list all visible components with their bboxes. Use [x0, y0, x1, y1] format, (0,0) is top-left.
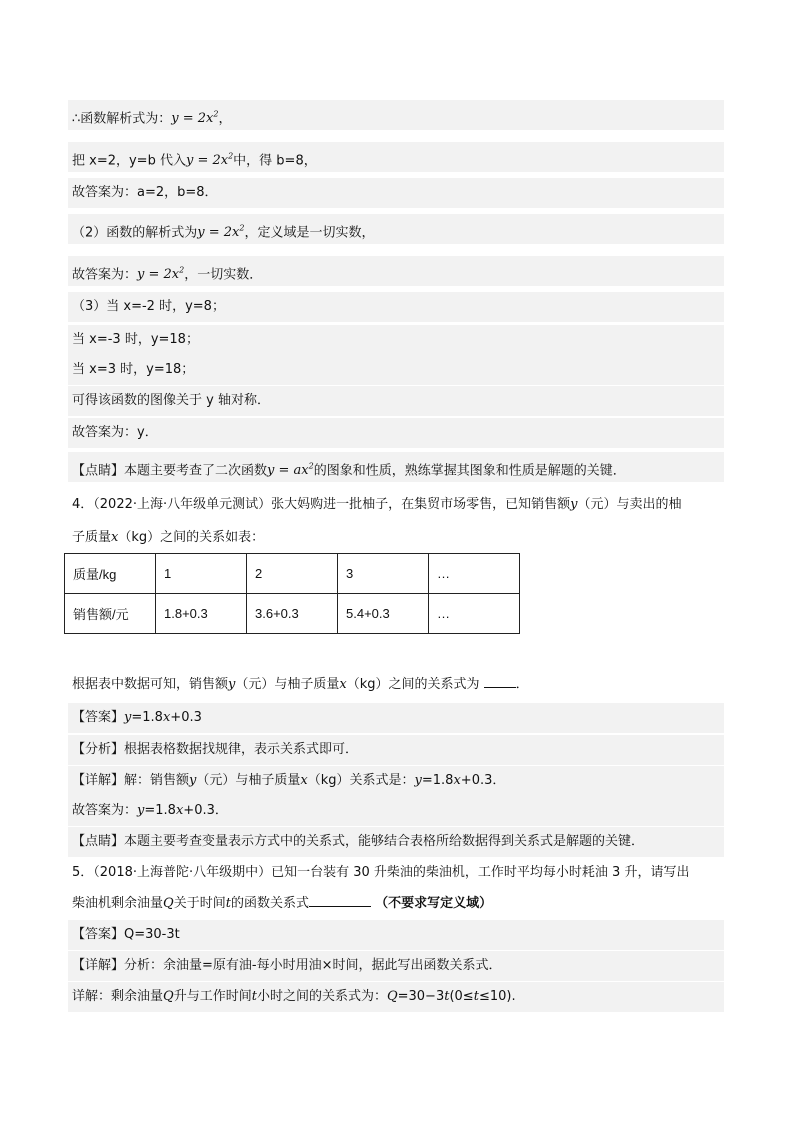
solution-line-4: （2）函数的解析式为$y = 2x^2$，定义域是一切实数，	[68, 214, 724, 244]
table-row	[65, 594, 520, 634]
formula: $y = 2x^2$	[197, 224, 245, 241]
var-y: y	[570, 497, 578, 512]
table-cell: 3	[338, 554, 429, 594]
var-x: x	[162, 710, 171, 725]
formula: $y = 2x^2$	[171, 110, 219, 127]
var-y: y	[189, 773, 197, 788]
var-y: y	[124, 710, 132, 725]
solution-line-5: 故答案为：$y = 2x^2$，一切实数．	[68, 256, 724, 286]
detail-line-q5-2: 详解：剩余油量Q升与工作时间t小时之间的关系式为：Q=30−3t(0≤t≤10).	[68, 982, 724, 1012]
var-x: x	[300, 773, 308, 788]
table-cell: 1.8+0.3	[156, 594, 247, 634]
question-5-line-1: 5．（2018·上海普陀·八年级期中）已知一台装有 30 升柴油的柴油机，工作时平均每小时耗油 3 升，请写出	[72, 865, 690, 880]
solution-line-8: 当 x=3 时，y=18；	[68, 355, 724, 385]
question-4-line-3: 根据表中数据可知，销售额y（元）与柚子质量x（kg）之间的关系式为 ．	[68, 670, 724, 700]
var-x: x	[453, 773, 461, 788]
formula: $y = 2x^2$	[185, 152, 234, 169]
table-cell: 1	[156, 554, 247, 594]
var-t: t	[225, 896, 231, 911]
mass-sales-table	[64, 553, 520, 634]
formula: $y = ax^2$	[267, 462, 314, 479]
table-cell: 3.6+0.3	[247, 594, 338, 634]
var-x: x	[111, 530, 119, 545]
var-y: y	[414, 773, 422, 788]
formula: $y = 2x^2$	[137, 266, 185, 283]
analysis-line-q4: 【分析】根据表格数据找规律，表示关系式即可．	[68, 735, 724, 765]
solution-line-6: （3）当 x=-2 时，y=8；	[68, 292, 724, 322]
question-5-line-2: 柴油机剩余油量Q关于时间t的函数关系式 （不要求写定义域）	[68, 889, 724, 919]
answer-blank	[484, 673, 516, 688]
table-cell: 质量/kg	[65, 554, 156, 594]
table-cell: 5.4+0.3	[338, 594, 429, 634]
solution-line-10: 故答案为：y．	[68, 418, 724, 448]
var-x: x	[339, 677, 347, 692]
table-cell: 销售额/元	[65, 594, 156, 634]
table-cell: …	[429, 554, 520, 594]
solution-line-2: 把 x=2，y=b 代入$y = 2x^2$中，得 b=8，	[68, 142, 724, 172]
answer-line-q5: 【答案】Q=30-3t	[68, 920, 724, 950]
solution-line-7: 当 x=-3 时，y=18；	[68, 325, 724, 355]
question-4-line-2: 子质量x（kg）之间的关系如表：	[72, 530, 265, 545]
therefore-line-q4: 故答案为：y=1.8x+0.3．	[68, 796, 724, 826]
var-y: y	[137, 803, 145, 818]
question-4-line-1: 4．（2022·上海·八年级单元测试）张大妈购进一批柚子，在集贸市场零售，已知销售额y（元）与卖出的柚	[72, 497, 682, 512]
solution-line-1: ∴函数解析式为：$y = 2x^2$，	[68, 100, 724, 130]
answer-line-q4: 【答案】y=1.8x+0.3	[68, 703, 724, 733]
table-cell: 2	[247, 554, 338, 594]
var-y: y	[228, 677, 236, 692]
var-t: t	[251, 989, 257, 1004]
var-x: x	[175, 803, 184, 818]
var-q: Q	[163, 896, 174, 911]
answer-blank	[309, 892, 371, 907]
solution-line-9: 可得该函数的图像关于 y 轴对称．	[68, 386, 724, 416]
var-q: Q	[386, 989, 398, 1004]
var-t: t	[473, 989, 479, 1004]
var-q: Q	[163, 989, 174, 1004]
var-t: t	[444, 989, 450, 1004]
table-cell: …	[429, 594, 520, 634]
detail-line-q5-1: 【详解】分析：余油量=原有油-每小时用油×时间，据此写出函数关系式．	[68, 951, 724, 981]
comment-line-q4: 【点睛】本题主要考查变量表示方式中的关系式，能够结合表格所给数据得到关系式是解题的关键．	[68, 827, 724, 857]
comment-line-q3: 【点睛】本题主要考查了二次函数$y = ax^2$的图象和性质，熟练掌握其图象和性质是解题的关键．	[68, 452, 724, 482]
table-row	[65, 554, 520, 594]
solution-line-3: 故答案为：a=2，b=8．	[68, 178, 724, 208]
detail-line-q4: 【详解】解：销售额y（元）与柚子质量x（kg）关系式是：y=1.8x+0.3．	[68, 766, 724, 796]
